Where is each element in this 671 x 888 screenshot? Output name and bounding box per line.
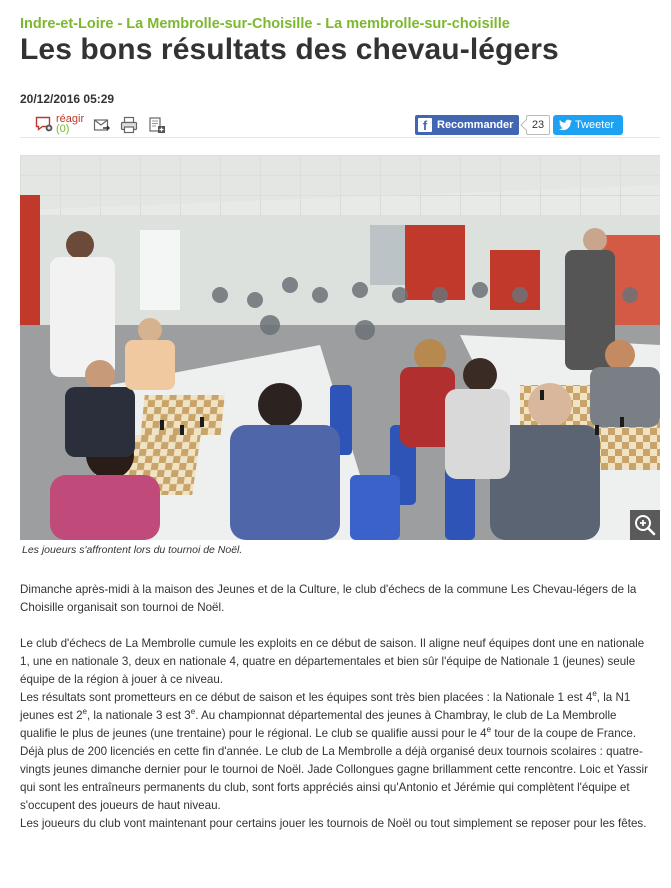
paragraph-text: tour de la coupe de France. xyxy=(491,727,637,740)
printer-icon[interactable] xyxy=(120,116,138,134)
paragraph-text: , la N1 jeunes est 2 xyxy=(20,691,631,722)
breadcrumb-city[interactable]: La Membrolle-sur-Choisille xyxy=(126,16,313,32)
ordinal-suffix: e xyxy=(592,689,597,698)
ordinal-suffix: e xyxy=(82,707,87,716)
breadcrumb-separator: - xyxy=(117,16,123,32)
add-page-icon[interactable] xyxy=(148,116,166,134)
article-body xyxy=(20,581,648,833)
twitter-bird-icon xyxy=(559,119,572,131)
paragraph-text: . Au championnat départemental des jeunes à Chambray, le club de La Membrolle qualifie le plus de jeunes (une trentaine) pour le régional. Le club se qualifie aussi pour le 4 xyxy=(20,709,617,740)
breadcrumb xyxy=(20,16,510,32)
facebook-icon: f xyxy=(418,118,432,132)
react-count: (0) xyxy=(56,123,70,135)
paragraph: Les joueurs du club vont maintenant pour certains jouer les tournois de Noël ou tout simplement se reposer pour les fêtes. xyxy=(20,817,647,830)
paragraph-text: , la nationale 3 est 3 xyxy=(86,709,191,722)
paragraph xyxy=(20,689,648,743)
facebook-count: 23 xyxy=(526,115,550,135)
ordinal-suffix: e xyxy=(486,725,492,734)
share-toolbar xyxy=(20,113,660,138)
tweet-label: Tweeter xyxy=(575,119,615,131)
paragraph: Déjà plus de 200 licenciés en cette fin d'année. Le club de La Membrolle a déjà organisé deux tournois scolaires : quatre-vingts jeunes dimanche dernier pour le tournoi de Noël. Jade Collongues gagne brillamment cette rencontre. Loic et Yassir qui sont les entraîneurs permanents du club, sont forts appréciés ainsi qu'Antonio et Jérémie qui complètent l'équipe et s'occupent des joueurs de haut niveau. xyxy=(20,745,648,812)
tweet-button[interactable] xyxy=(553,115,623,135)
page-title: Les bons résultats des chevau-légers xyxy=(20,33,559,66)
publish-date: 20/12/2016 05:29 xyxy=(20,92,115,106)
chess-tournament-photo xyxy=(20,155,660,540)
article-photo[interactable] xyxy=(20,155,660,540)
paragraph: Le club d'échecs de La Membrolle cumule les exploits en ce début de saison. Il aligne neuf équipes dont une en nationale 1, une en nationale 3, deux en nationale 4, quatre en départementales et bien sûr l'équipe de Nationale 1 (jeunes) seule équipe de la région à jouer à ce niveau. xyxy=(20,637,645,686)
ordinal-suffix: e xyxy=(190,707,196,716)
zoom-button[interactable] xyxy=(630,510,660,540)
paragraph: Dimanche après-midi à la maison des Jeunes et de la Culture, le club d'échecs de la commune Les Chevau-légers de la Choisille organisait son tournoi de Noël. xyxy=(20,583,637,614)
facebook-recommend-button[interactable] xyxy=(415,115,519,135)
envelope-arrow-icon[interactable] xyxy=(93,116,111,134)
photo-caption: Les joueurs s'affrontent lors du tournoi de Noël. xyxy=(22,544,243,556)
breadcrumb-section[interactable]: La membrolle-sur-choisille xyxy=(325,16,510,32)
paragraph-text: Les résultats sont prometteurs en ce début de saison et les équipes sont très bien placées : la Nationale 1 est 4 xyxy=(20,691,593,704)
comment-icon xyxy=(35,116,53,132)
magnifier-plus-icon xyxy=(630,510,660,540)
react-label: réagir xyxy=(56,113,85,125)
breadcrumb-separator: - xyxy=(316,16,322,32)
facebook-label: Recommander xyxy=(437,119,514,131)
react-button[interactable] xyxy=(35,113,85,137)
breadcrumb-region[interactable]: Indre-et-Loire xyxy=(20,16,114,32)
